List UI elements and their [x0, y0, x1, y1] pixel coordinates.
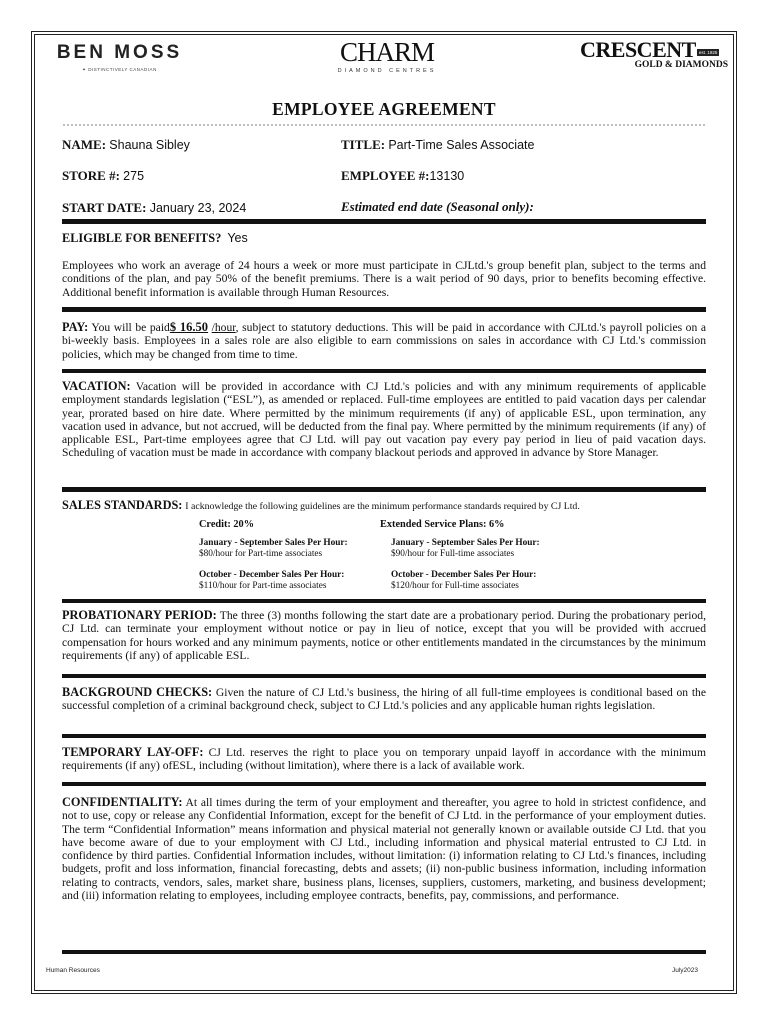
divider-bar	[62, 307, 706, 312]
store-field	[62, 168, 144, 184]
divider-bar	[62, 734, 706, 738]
ben-moss-tagline-text: DISTINCTIVELY CANADIAN	[88, 67, 157, 72]
maple-leaf-icon: ✦	[82, 67, 87, 72]
dotted-divider	[62, 123, 706, 127]
esp-standard	[380, 519, 504, 531]
title-field	[341, 137, 534, 153]
jan-sep-pt-rate: $80/hour for Part-time associates	[199, 549, 323, 559]
charm-wordmark: CHARM	[339, 37, 435, 67]
name-field	[62, 137, 190, 153]
credit-value: Credit: 20%	[199, 519, 255, 530]
footer-date: July2023	[671, 967, 698, 974]
footer-department: Human Resources	[46, 967, 100, 974]
divider-bar	[62, 599, 706, 603]
ben-moss-tagline	[52, 67, 187, 73]
esp-value: Extended Service Plans: 6%	[380, 519, 505, 530]
jan-sep-ft	[391, 538, 540, 560]
start-date-label: START DATE:	[62, 200, 147, 215]
pay-unit: /hour	[211, 321, 236, 334]
ben-moss-wordmark: BEN MOSS	[56, 42, 183, 63]
divider-bar	[62, 487, 706, 492]
vacation-text: Vacation will be provided in accordance with CJ Ltd.'s policies and with any minimum requirements of applicable employment standards legislation (“ESL”), as amended or replaced. Full-time employees are entitled to paid vacation days per calendar year, prorated based on hire date. Where permitted by the minimum requirements (if any) of applicable ESL, upon termination, any vacation used in advance, but not accrued, will be deducted from the final pay. Where permitted by the minimum requirements (if any) of applicable ESL, Part-time employees agree that CJ Ltd. will pay out vacation pay every pay period in lieu of paid vacation days. Scheduling of vacation must be made in accordance with company blackout periods and approved in advance by Store Manager.	[62, 380, 706, 460]
oct-dec-heading: October - December Sales Per Hour:	[391, 570, 537, 580]
pay-rate: $ 16.50	[169, 320, 209, 334]
title-label: TITLE:	[341, 137, 386, 152]
employee-field	[341, 168, 464, 184]
page-title: EMPLOYEE AGREEMENT	[272, 99, 496, 119]
background-label: BACKGROUND CHECKS:	[62, 685, 213, 699]
divider-bar	[62, 369, 706, 373]
probation-text: The three (3) months following the start date are a probationary period. During the probationary period, CJ Ltd. can terminate your employment without notice or pay in lieu of notice, except that you will be provided with accrued compensation for hours worked and any minimum payments, notice or other entitlements mandated in the circumstances by the minimum requirements (if any) of applicable ESL.	[62, 609, 706, 662]
jan-sep-heading: January - September Sales Per Hour:	[199, 538, 348, 548]
start-date-value: January 23, 2024	[149, 201, 247, 215]
end-date-label: Estimated end date (Seasonal only):	[341, 199, 534, 214]
credit-standard	[199, 519, 254, 531]
jan-sep-ft-rate: $90/hour for Full-time associates	[391, 549, 515, 559]
confidentiality-label: CONFIDENTIALITY:	[62, 795, 183, 809]
pay-text: , subject to statutory deductions. This will be paid in accordance with CJLtd.'s payroll policies on a bi-weekly basis. Employees in a sales role are also eligible to earn commissions on sales in accordance with CJ Ltd.'s commission policies, which may be changed from time to time.	[62, 321, 707, 361]
employee-value: 13130	[429, 169, 465, 183]
oct-dec-ft	[391, 570, 536, 592]
ben-moss-logo	[52, 42, 187, 82]
background-text: Given the nature of CJ Ltd.'s business, the hiring of all full-time employees is conditional based on the successful completion of a criminal background check, subject to CJ Ltd.'s policies and any applicable human rights legislation.	[62, 686, 707, 713]
oct-dec-heading: October - December Sales Per Hour:	[199, 570, 345, 580]
crescent-logo	[580, 38, 728, 78]
oct-dec-pt-rate: $110/hour for Part-time associates	[199, 581, 327, 591]
vacation-section	[62, 380, 706, 460]
sales-standards-section	[62, 499, 706, 513]
pay-pre: You will be paid	[91, 321, 170, 334]
probation-section	[62, 609, 706, 662]
layoff-section	[62, 746, 706, 773]
benefits-text: Employees who work an average of 24 hours a week or more must participate in CJLtd.'s group benefit plan, subject to the terms and conditions of the plan, and pay 50% of the benefit premiums. There is a wait period of 90 days, prior to benefits becoming effective. Additional benefit information is available through Human Resources.	[62, 259, 706, 299]
pay-section	[62, 321, 706, 361]
confidentiality-text: At all times during the term of your employment and thereafter, you agree to hold in strictest confidence, and not to use, copy or release any Confidential Information, except for the benefit of CJ Ltd. in the performance of your employment duties. The term “Confidential Information” means information and physical material not generally known or available outside CJ Ltd. that you have become aware of due to your employment with CJ Ltd., including information and physical material entrusted to CJ Ltd. in confidence by third parties. Confidential Information includes, without limitation: (i) information relating to CJ Ltd.'s finances, including budgets, profit and loss information, financial forecasting, debts and assets; (ii) non-public business information, including information relating to contracts, vendors, sales, market share, business plans, licenses, suppliers, customers, marketing, and business development; and (iii) information relating to employees, including employee contracts, benefits, pay, commissions, and performance.	[62, 796, 706, 903]
divider-bar	[62, 782, 706, 786]
logo-header	[52, 38, 728, 88]
divider-bar	[62, 219, 706, 224]
probation-label: PROBATIONARY PERIOD:	[62, 608, 217, 622]
jan-sep-pt	[199, 538, 348, 560]
store-value: 275	[123, 169, 145, 183]
confidentiality-section	[62, 796, 706, 902]
divider-bar	[62, 674, 706, 678]
layoff-text: CJ Ltd. reserves the right to place you on temporary unpaid layoff in accordance with the minimum requirements (if any) ofESL, including (without limitation), where there is a lack of available work.	[62, 746, 706, 773]
oct-dec-ft-rate: $120/hour for Full-time associates	[391, 581, 519, 591]
employee-label: EMPLOYEE #:	[341, 168, 430, 183]
end-date-field	[341, 199, 534, 215]
sales-standards-label: SALES STANDARDS:	[62, 498, 183, 512]
crescent-est-badge: est. 1925	[698, 50, 718, 55]
pay-label: PAY:	[62, 320, 89, 334]
divider-bar	[62, 950, 706, 954]
crescent-wordmark: CRESCENT	[580, 37, 696, 62]
name-label: NAME:	[62, 137, 107, 152]
crescent-tagline: GOLD & DIAMONDS	[634, 60, 728, 70]
vacation-label: VACATION:	[62, 379, 131, 393]
background-section	[62, 686, 706, 713]
charm-tagline: DIAMOND CENTRES	[337, 68, 437, 74]
benefits-value: Yes	[227, 231, 248, 245]
title-value: Part-Time Sales Associate	[388, 138, 535, 152]
layoff-label: TEMPORARY LAY-OFF:	[62, 745, 204, 759]
start-date-field	[62, 200, 246, 216]
oct-dec-pt	[199, 570, 344, 592]
jan-sep-heading: January - September Sales Per Hour:	[391, 538, 540, 548]
name-value: Shauna Sibley	[109, 138, 190, 152]
store-label: STORE #:	[62, 168, 120, 183]
charm-logo	[322, 38, 452, 78]
benefits-label: ELIGIBLE FOR BENEFITS?	[62, 231, 222, 245]
sales-standards-intro: I acknowledge the following guidelines are the minimum performance standards required by CJ Ltd.	[185, 501, 580, 512]
benefits-eligibility	[62, 231, 248, 246]
